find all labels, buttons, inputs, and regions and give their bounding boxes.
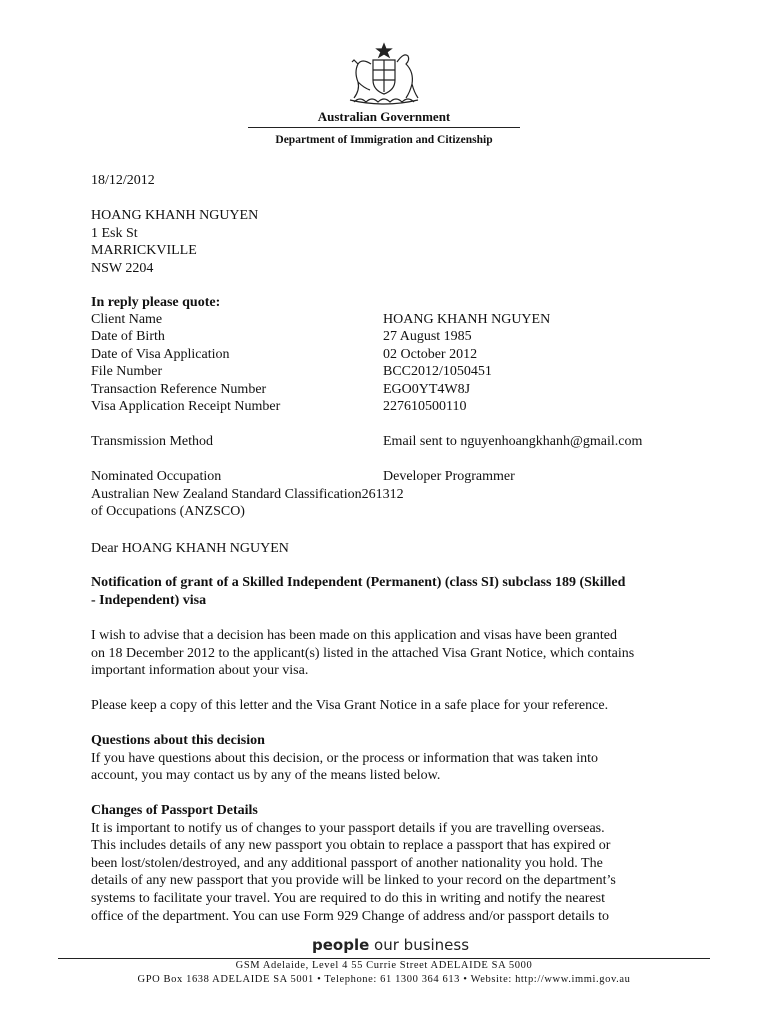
passport-section — [91, 802, 691, 925]
questions-heading: Questions about this decision — [91, 733, 265, 748]
occupation-value: Developer Programmer — [383, 469, 515, 484]
reply-heading: In reply please quote: — [91, 295, 221, 310]
field-value: EGO0YT4W8J — [383, 381, 471, 397]
address-street: 1 Esk St — [91, 225, 138, 241]
paragraph-line: This includes details of any new passport you obtain to replace a passport that has expired or — [91, 838, 611, 854]
field-label: Date of Birth — [91, 329, 165, 344]
footer-contact: GPO Box 1638 ADELAIDE SA 5001 • Telephone: 61 1300 364 613 • Website: http://www.immi.gov.au — [137, 974, 631, 985]
subject-heading — [91, 574, 691, 609]
coat-of-arms-crest — [340, 42, 428, 108]
paragraph-line: I wish to advise that a decision has been made on this application and visas have been granted — [91, 628, 618, 643]
field-label: Visa Application Receipt Number — [91, 399, 281, 414]
grant-paragraph — [91, 627, 691, 680]
footer-divider — [58, 958, 710, 959]
subject-line: - Independent) visa — [91, 592, 207, 608]
paragraph-line: account, you may contact us by any of the means listed below. — [91, 768, 441, 784]
transmission-label: Transmission Method — [91, 434, 214, 449]
anzsco-label-line1: Australian New Zealand Standard Classification — [91, 486, 362, 502]
field-value: 227610500110 — [383, 399, 467, 414]
field-value: 27 August 1985 — [383, 329, 472, 344]
slogan-strong: people — [312, 936, 370, 954]
paragraph-line: on 18 December 2012 to the applicant(s) listed in the attached Visa Grant Notice, which contains — [91, 645, 635, 661]
department-title: Department of Immigration and Citizenship — [275, 134, 493, 146]
paragraph-line: office of the department. You can use Form 929 Change of address and/or passport details to — [91, 908, 610, 924]
questions-section — [91, 732, 691, 785]
paragraph-line: been lost/stolen/destroyed, and any additional passport of another nationality you hold. The — [91, 855, 603, 871]
letterhead-divider — [248, 127, 520, 128]
address-suburb: MARRICKVILLE — [91, 243, 197, 258]
paragraph-line: It is important to notify us of changes to your passport details if you are travelling overseas. — [91, 820, 605, 836]
transmission-value: Email sent to nguyenhoangkhanh@gmail.com — [383, 434, 643, 449]
address-name: HOANG KHANH NGUYEN — [91, 208, 259, 223]
slogan-rest: our business — [369, 936, 470, 954]
subject-line: Notification of grant of a Skilled Independent (Permanent) (class SI) subclass 189 (Skilled — [91, 575, 626, 590]
letter-date: 18/12/2012 — [91, 173, 155, 188]
footer-address: GSM Adelaide, Level 4 55 Currie Street ADELAIDE SA 5000 — [235, 960, 533, 971]
field-label: Transaction Reference Number — [91, 381, 267, 397]
paragraph-line: Please keep a copy of this letter and the Visa Grant Notice in a safe place for your reference. — [91, 698, 609, 713]
anzsco-label-line2: of Occupations (ANZSCO) — [91, 504, 245, 519]
address-state-postcode: NSW 2204 — [91, 260, 154, 276]
field-label: File Number — [91, 364, 163, 379]
passport-heading: Changes of Passport Details — [91, 803, 258, 818]
anzsco-label — [91, 487, 404, 503]
anzsco-value: 261312 — [361, 486, 404, 502]
field-value: HOANG KHANH NGUYEN — [383, 311, 551, 327]
paragraph-line: If you have questions about this decision, or the process or information that was taken into — [91, 750, 599, 766]
paragraph-line: important information about your visa. — [91, 663, 309, 679]
field-label: Date of Visa Application — [91, 346, 230, 362]
keep-copy-paragraph — [91, 697, 691, 715]
field-value: 02 October 2012 — [383, 346, 478, 362]
footer-slogan — [312, 936, 469, 954]
salutation: Dear HOANG KHANH NGUYEN — [91, 541, 289, 556]
occupation-label: Nominated Occupation — [91, 469, 222, 484]
paragraph-line: details of any new passport that you provide will be linked to your record on the department’s — [91, 873, 616, 889]
field-label: Client Name — [91, 311, 163, 327]
paragraph-line: systems to facilitate your travel. You are required to do this in writing and notify the nearest — [91, 890, 605, 906]
government-title: Australian Government — [317, 109, 451, 124]
field-value: BCC2012/1050451 — [383, 364, 492, 379]
